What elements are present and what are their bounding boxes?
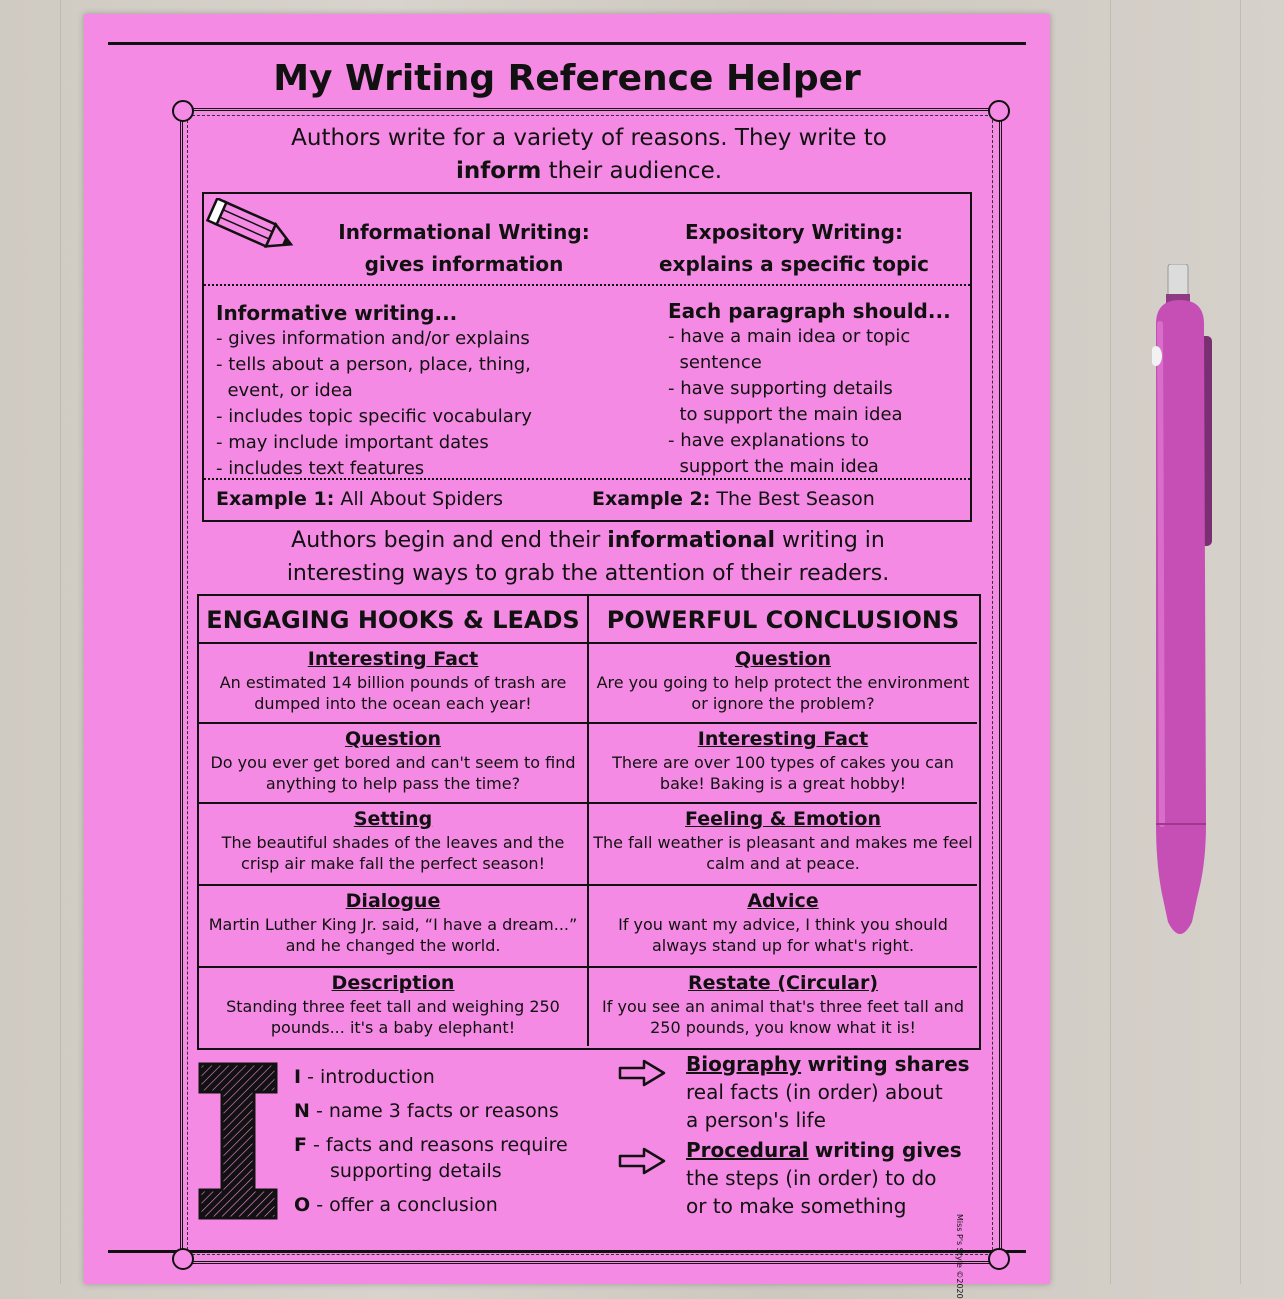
list-item: - have a main idea or topic: [668, 326, 911, 347]
acronym-letter: F: [294, 1134, 307, 1156]
list-item: - includes text features: [216, 458, 425, 479]
acronym-text: supporting details: [330, 1160, 502, 1182]
acronym-item: [294, 1158, 568, 1184]
list-item: - have supporting details: [668, 378, 893, 399]
biography-line: real facts (in order) about: [686, 1080, 943, 1104]
list-item: to support the main idea: [668, 404, 903, 425]
cell-title: Interesting Fact: [307, 648, 479, 670]
list-item: - have explanations to: [668, 430, 870, 451]
paragraph-heading: Each paragraph should...: [668, 299, 951, 323]
column-header-hooks: ENGAGING HOOKS & LEADS: [199, 596, 589, 644]
column-header-conclusions: POWERFUL CONCLUSIONS: [589, 596, 977, 644]
cell-body: Martin Luther King Jr. said, “I have a dream...” and he changed the world.: [208, 915, 578, 955]
biography-word: Biography: [686, 1052, 802, 1076]
wood-grain: [1240, 0, 1241, 1284]
acronym-item: [294, 1094, 568, 1128]
begin-end-line-1: [188, 524, 988, 557]
procedural-note: [686, 1136, 962, 1220]
acronym-letter: I: [294, 1066, 302, 1088]
acronym-text: - name 3 facts or reasons: [315, 1100, 559, 1122]
begin-end-part: writing in: [782, 528, 885, 553]
example-1-text: All About Spiders: [340, 488, 504, 510]
procedural-word: Procedural: [686, 1138, 809, 1162]
intro-line-2: [194, 155, 984, 188]
copyright-note: Miss P's Style ©2020: [955, 1214, 964, 1299]
procedural-line: the steps (in order) to do: [686, 1166, 937, 1190]
cell-title: Interesting Fact: [697, 728, 869, 750]
info-acronym-list: [294, 1060, 568, 1222]
cell-body: There are over 100 types of cakes you can bake! Baking is a great hobby!: [612, 753, 954, 793]
biography-line: a person's life: [686, 1108, 826, 1132]
cell-body: An estimated 14 billion pounds of trash are dumped into the ocean each year!: [219, 673, 567, 713]
expository-heading: [634, 216, 954, 280]
procedural-line: [686, 1136, 962, 1164]
intro-line-2-rest: their audience.: [548, 158, 723, 184]
table-cell: [589, 644, 977, 724]
acronym-text: - facts and reasons require: [313, 1134, 568, 1156]
cell-body: The fall weather is pleasant and makes me feel calm and at peace.: [593, 833, 973, 873]
divider: [204, 284, 970, 286]
informative-column: [216, 300, 636, 482]
procedural-text: writing gives: [814, 1138, 962, 1162]
list-item: event, or idea: [216, 380, 353, 401]
cell-body: If you want my advice, I think you should always stand up for what's right.: [618, 915, 948, 955]
cell-title: Question: [734, 648, 832, 670]
table-cell: [199, 724, 589, 804]
corner-ornament: [172, 1248, 194, 1270]
table-cell: [199, 644, 589, 724]
corner-ornament: [172, 100, 194, 122]
worksheet-paper: [84, 14, 1050, 1299]
table-cell: [589, 968, 977, 1046]
paragraph-column: [668, 298, 968, 480]
acronym-item: [294, 1188, 568, 1222]
divider: [204, 478, 970, 480]
purple-pen: [1152, 264, 1224, 934]
informational-subtitle: gives information: [364, 252, 564, 276]
list-item: support the main idea: [668, 456, 879, 477]
biography-line: [686, 1050, 970, 1078]
cell-body: Standing three feet tall and weighing 250 pounds... it's a baby elephant!: [226, 997, 560, 1037]
cell-body: If you see an animal that's three feet tall and 250 pounds, you know what it is!: [602, 997, 964, 1037]
corner-ornament: [988, 1248, 1010, 1270]
list-item: - may include important dates: [216, 432, 489, 453]
biography-text: writing shares: [807, 1052, 970, 1076]
cell-title: Feeling & Emotion: [685, 808, 881, 830]
expository-subtitle: explains a specific topic: [658, 252, 930, 276]
example-1-label: Example 1:: [216, 488, 335, 510]
wood-grain: [60, 0, 61, 1284]
table-cell: [199, 968, 589, 1046]
acronym-text: - offer a conclusion: [316, 1194, 498, 1216]
example-2: [592, 488, 875, 510]
top-rule: [108, 42, 1026, 45]
example-2-text: The Best Season: [716, 488, 875, 510]
letter-i-graphic: [198, 1062, 278, 1220]
informational-word: informational: [607, 528, 775, 553]
cell-body: The beautiful shades of the leaves and the crisp air make fall the perfect season!: [221, 833, 565, 873]
intro-text: [194, 122, 984, 188]
cell-title: Question: [344, 728, 442, 750]
list-item: - includes topic specific vocabulary: [216, 406, 532, 427]
table-cell: [589, 724, 977, 804]
informative-heading: Informative writing...: [216, 301, 458, 325]
arrow-right-icon: [618, 1146, 668, 1176]
informational-title: Informational Writing:: [338, 220, 590, 244]
acronym-item: [294, 1132, 568, 1158]
table-cell: [589, 886, 977, 968]
acronym-letter: O: [294, 1194, 311, 1216]
example-1: [216, 488, 503, 510]
inform-word: inform: [455, 158, 542, 184]
table-cell: [199, 804, 589, 886]
list-item: - tells about a person, place, thing,: [216, 354, 531, 375]
cell-title: Restate (Circular): [688, 972, 878, 994]
cell-body: Do you ever get bored and can't seem to find anything to help pass the time?: [210, 753, 576, 793]
acronym-letter: N: [294, 1100, 310, 1122]
corner-ornament: [988, 100, 1010, 122]
begin-end-part: Authors begin and end their: [291, 528, 601, 553]
begin-end-text: [188, 524, 988, 590]
cell-body: Are you going to help protect the environment or ignore the problem?: [596, 673, 970, 713]
begin-end-line-2: interesting ways to grab the attention of their readers.: [286, 561, 890, 586]
acronym-text: - introduction: [307, 1066, 435, 1088]
cell-title: Dialogue: [345, 890, 441, 912]
table-cell: [589, 804, 977, 886]
intro-line-1: Authors write for a variety of reasons. They write to: [291, 125, 887, 151]
cell-title: Description: [331, 972, 455, 994]
biography-note: [686, 1050, 970, 1134]
acronym-item: [294, 1060, 568, 1094]
arrow-right-icon: [618, 1058, 668, 1088]
wood-grain: [1110, 0, 1111, 1284]
writing-types-box: [202, 192, 972, 522]
hooks-conclusions-table: [197, 594, 981, 1050]
expository-title: Expository Writing:: [685, 220, 903, 244]
cell-title: Advice: [747, 890, 819, 912]
procedural-line: or to make something: [686, 1194, 907, 1218]
pencil-icon: [206, 198, 302, 260]
list-item: sentence: [668, 352, 762, 373]
page-title: My Writing Reference Helper: [273, 58, 861, 99]
table-cell: [199, 886, 589, 968]
list-item: - gives information and/or explains: [216, 328, 530, 349]
example-2-label: Example 2:: [592, 488, 711, 510]
informational-heading: [314, 216, 614, 280]
cell-title: Setting: [353, 808, 433, 830]
